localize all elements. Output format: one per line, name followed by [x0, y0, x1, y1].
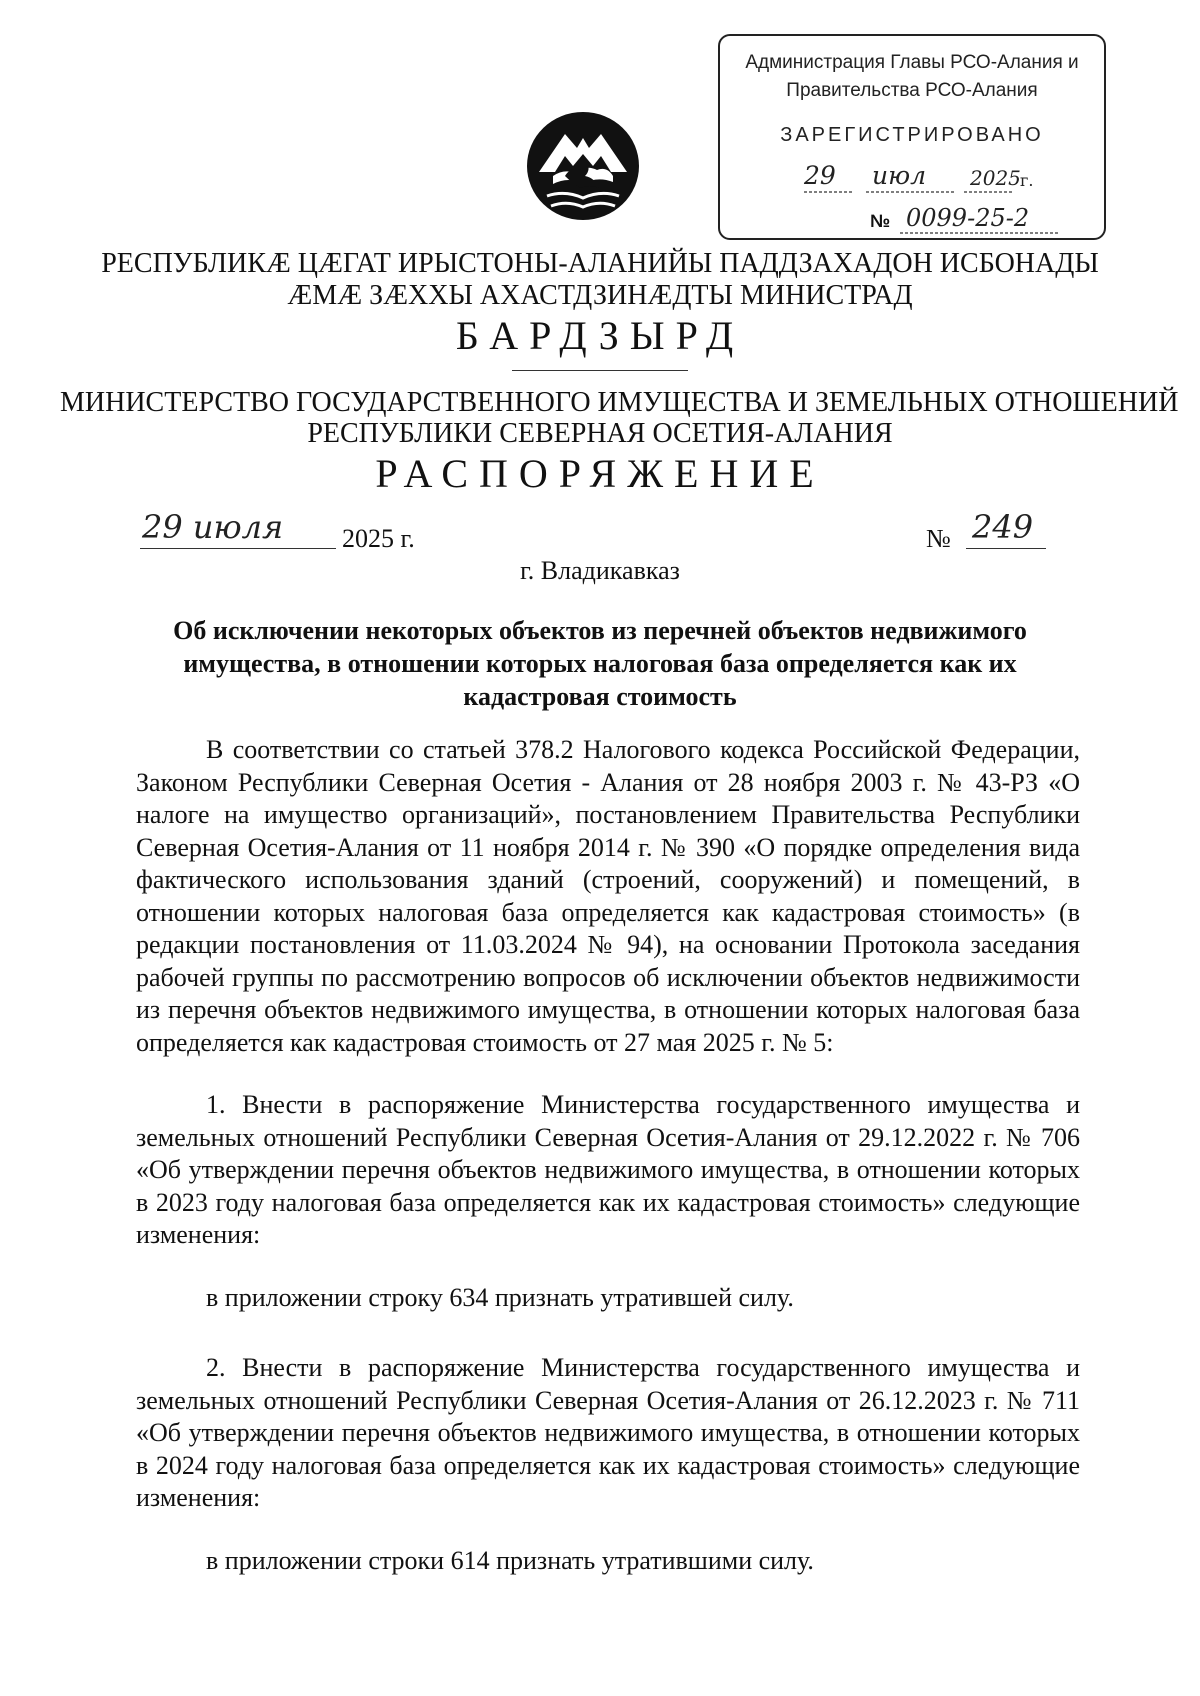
header-russian-line1: МИНИСТЕРСТВО ГОСУДАРСТВЕННОГО ИМУЩЕСТВА И ЗЕМЕЛЬНЫХ ОТНОШЕНИЙ [60, 387, 1179, 418]
header-ossetian-line1: РЕСПУБЛИКӔ ЦӔГАТ ИРЫСТОНЫ-АЛАНИЙЫ ПАДДЗАХАДОН ИСБОНАДЫ [101, 248, 1099, 279]
header-divider [512, 370, 688, 371]
order-city: г. Владикавказ [520, 556, 680, 585]
document-title: Об исключении некоторых объектов из перечней объектов недвижимого имущества, в отношении которых налоговая база определяется как их кадастровая стоимость [173, 616, 1027, 711]
header-russian-line2: РЕСПУБЛИКИ СЕВЕРНАЯ ОСЕТИЯ-АЛАНИЯ [307, 418, 893, 449]
stamp-year: 2025 [970, 166, 1021, 190]
stamp-number-row [870, 204, 1070, 234]
paragraph-item-1-change: в приложении строку 634 признать утратившей силу. [206, 1282, 794, 1312]
stamp-year-suffix: г. [1020, 171, 1034, 190]
document-body [136, 734, 1080, 1577]
stamp-number-sign: № [870, 211, 891, 231]
stamp-day: 29 [804, 161, 836, 190]
stamp-registered: ЗАРЕГИСТРИРОВАНО [780, 124, 1044, 146]
order-number-handwritten: 249 [972, 508, 1034, 546]
registration-stamp [718, 34, 1106, 240]
stamp-date [804, 162, 1034, 194]
stamp-date-underlines [804, 162, 1034, 194]
stamp-number-underline [870, 204, 1070, 234]
stamp-org-line2: Правительства РСО-Алания [786, 80, 1038, 101]
stamp-org-line1: Администрация Главы РСО-Алания и [745, 52, 1079, 73]
paragraph-item-2: 2. Внести в распоряжение Министерства государственного имущества и земельных отношений Республики Северная Осетия-Алания от 26.12.2023 г. № 711 «Об утверждении перечня объектов недвижимого имущества, в отношении которых в 2024 году налоговая база определяется как их кадастровая стоимость» следующие изменения: [136, 1353, 1080, 1512]
stamp-month: июл [872, 161, 927, 190]
paragraph-item-1: 1. Внести в распоряжение Министерства государственного имущества и земельных отношений Республики Северная Осетия-Алания от 29.12.2022 г. № 706 «Об утверждении перечня объектов недвижимого имущества, в отношении которых в 2023 году налоговая база определяется как их кадастровая стоимость» следующие изменения: [136, 1090, 1080, 1249]
header-ossetian-line2: ӔМӔ ЗӔХХЫ АХАСТДЗИНӔДТЫ МИНИСТРАД [287, 280, 913, 311]
header-ossetian-title: БАРДЗЫРД [455, 313, 745, 358]
order-date-handwritten: 29 июля [142, 508, 284, 546]
stamp-number: 0099-25-2 [906, 204, 1030, 232]
coat-of-arms-emblem [525, 110, 641, 222]
order-date-year: 2025 г. [342, 524, 415, 553]
paragraph-preamble: В соответствии со статьей 378.2 Налогового кодекса Российской Федерации, Законом Республики Северная Осетия - Алания от 28 ноября 2003 г. № 43-РЗ «О налоге на имущество организаций», постановлением Правительства Республики Северная Осетия-Алания от 11 ноября 2014 г. № 390 «О порядке определения вида фактического использования зданий (строений, сооружений) и помещений, в отношении которых налоговая база определяется как кадастровая стоимость» (в редакции постановления от 11.03.2024 № 94), на основании Протокола заседания рабочей группы по рассмотрению вопросов об исключении объектов недвижимости из перечня объектов недвижимого имущества, в отношении которых налоговая база определяется как кадастровая стоимость от 27 мая 2025 г. № 5: [136, 735, 1080, 1057]
order-date-underline [140, 548, 336, 549]
header-russian-title: РАСПОРЯЖЕНИЕ [375, 451, 825, 496]
order-number-sign: № [926, 524, 951, 553]
paragraph-item-2-change: в приложении строки 614 признать утратившими силу. [206, 1545, 814, 1575]
order-number-underline [966, 548, 1046, 549]
